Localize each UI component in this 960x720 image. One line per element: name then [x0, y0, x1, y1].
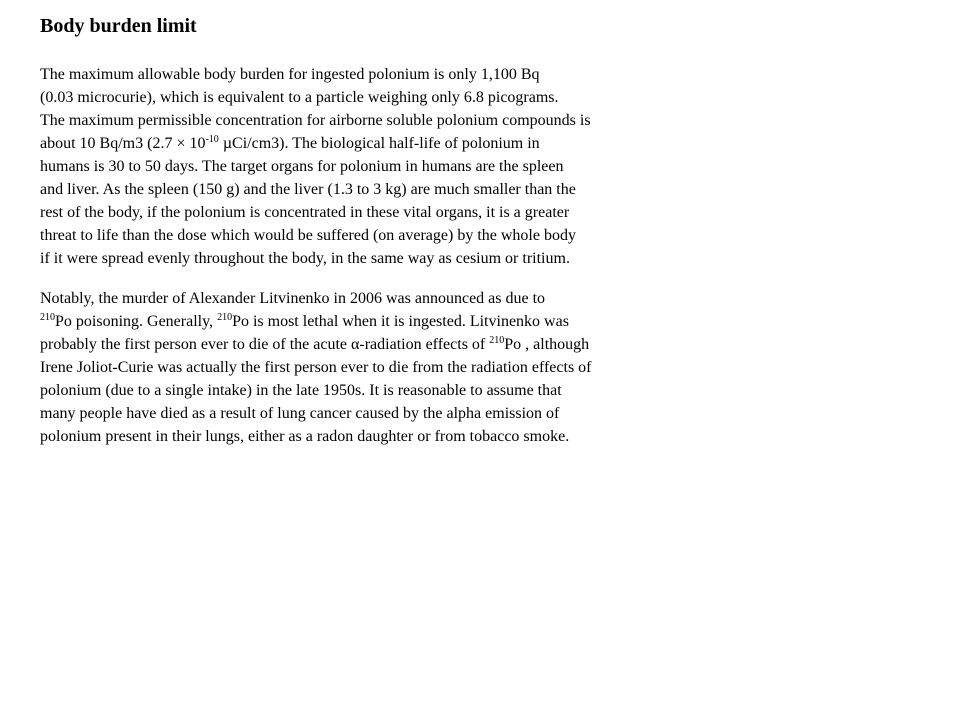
- text-fragment: Po poisoning. Generally,: [55, 313, 218, 330]
- text-fragment: about 10 Bq/m3 (2.7 × 10: [40, 135, 206, 152]
- text-line: [40, 310, 686, 333]
- text-line: Notably, the murder of Alexander Litvinenko in 2006 was announced as due to: [40, 290, 546, 307]
- isotope-mass-number: 210: [217, 312, 233, 323]
- paragraph-body-burden: [40, 63, 686, 270]
- text-line: The maximum allowable body burden for ingested polonium is only 1,100 Bq: [40, 66, 540, 83]
- isotope-mass-number: 210: [40, 312, 55, 323]
- text-line: polonium present in their lungs, either as a radon daughter or from tobacco smoke.: [40, 428, 570, 445]
- text-line: [40, 132, 686, 155]
- text-line: rest of the body, if the polonium is concentrated in these vital organs, it is a greater: [40, 204, 570, 221]
- text-fragment: probably the first person ever to die of the acute α-radiation effects of: [40, 336, 490, 353]
- isotope-mass-number: 210: [489, 335, 505, 346]
- slide-title: Body burden limit: [40, 15, 197, 37]
- text-line: [40, 333, 686, 356]
- text-fragment: Po , although: [504, 336, 590, 353]
- exponent: -10: [205, 134, 219, 145]
- text-line: humans is 30 to 50 days. The target organs for polonium in humans are the spleen: [40, 158, 564, 175]
- text-line: Irene Joliot-Curie was actually the first person ever to die from the radiation effects of: [40, 359, 592, 376]
- text-line: threat to life than the dose which would be suffered (on average) by the whole body: [40, 227, 576, 244]
- text-line: polonium (due to a single intake) in the late 1950s. It is reasonable to assume that: [40, 382, 562, 399]
- text-line: (0.03 microcurie), which is equivalent to a particle weighing only 6.8 picograms.: [40, 89, 559, 106]
- paragraph-litvinenko: [40, 287, 686, 448]
- text-line: The maximum permissible concentration for airborne soluble polonium compounds is: [40, 112, 591, 129]
- text-line: many people have died as a result of lung cancer caused by the alpha emission of: [40, 405, 560, 422]
- text-line: and liver. As the spleen (150 g) and the liver (1.3 to 3 kg) are much smaller than the: [40, 181, 576, 198]
- text-fragment: µCi/cm3). The biological half-life of polonium in: [218, 135, 540, 152]
- text-fragment: Po is most lethal when it is ingested. Litvinenko was: [232, 313, 569, 330]
- text-line: if it were spread evenly throughout the body, in the same way as cesium or tritium.: [40, 250, 570, 267]
